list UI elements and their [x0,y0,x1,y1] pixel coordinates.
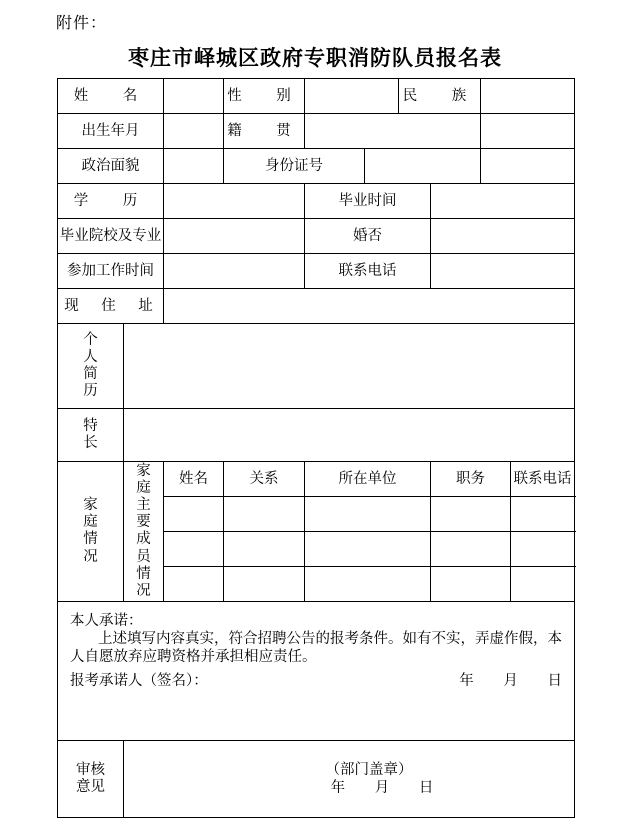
family-col-header-relation: 关系 [224,462,305,497]
review-date [164,779,574,797]
form-row-work-start [58,254,575,289]
family-cell-name[interactable] [164,497,224,532]
value-birth-date[interactable] [164,114,224,149]
family-header-row [58,462,575,497]
value-graduation-time[interactable] [431,184,575,219]
promise-body: 上述填写内容真实，符合招聘公告的报考条件。如有不实，弄虚作假，本人自愿放弃应聘资格并承担相应责任。 [70,631,562,666]
photo-cell-2[interactable] [481,149,575,184]
value-work-start-time[interactable] [164,254,305,289]
label-native-place: 籍 贯 [224,114,305,149]
value-school-major[interactable] [164,219,305,254]
value-native-place[interactable] [305,114,481,149]
label-gender: 性 别 [224,79,305,114]
family-cell-unit[interactable] [305,497,431,532]
promise-signature-label: 报考承诺人（签名）： [70,673,208,690]
value-education[interactable] [164,184,305,219]
promise-date-year: 年 [459,673,474,690]
label-work-start-time: 参加工作时间 [58,254,164,289]
promise-date-month: 月 [503,673,518,690]
value-phone[interactable] [431,254,575,289]
promise-signature-row [70,672,562,690]
label-family-situation: 家庭情况 [58,462,124,602]
application-form-table [57,78,575,818]
form-row-resume [58,324,575,409]
form-row-promise [58,602,575,741]
form-row-education [58,184,575,219]
family-cell-unit[interactable] [305,567,431,602]
form-row-name [58,79,575,114]
family-cell-name[interactable] [164,532,224,567]
label-political-status: 政治面貌 [58,149,164,184]
label-education: 学 历 [58,184,164,219]
attachment-label: 附件： [56,15,108,32]
label-review-opinion: 审核意见 [58,741,124,818]
family-cell-relation[interactable] [224,497,305,532]
label-family-members: 家庭主要成员情况 [124,462,164,602]
family-cell-relation[interactable] [224,567,305,602]
label-resume: 个人简历 [58,324,124,409]
value-resume[interactable] [124,324,575,409]
family-col-header-name: 姓名 [164,462,224,497]
promise-heading: 本人承诺： [70,613,143,629]
value-name[interactable] [164,79,224,114]
label-id-number: 身份证号 [224,149,365,184]
review-date-day: 日 [418,780,434,796]
form-row-specialty [58,409,575,462]
form-row-school [58,219,575,254]
label-specialty: 特长 [58,409,124,462]
promise-block [58,602,575,741]
promise-date [433,672,562,690]
form-row-birth [58,114,575,149]
family-cell-name[interactable] [164,567,224,602]
form-row-political [58,149,575,184]
family-cell-phone[interactable] [511,567,575,602]
value-political-status[interactable] [164,149,224,184]
label-graduation-time: 毕业时间 [305,184,431,219]
value-address[interactable] [164,289,575,324]
label-birth-date: 出生年月 [58,114,164,149]
family-cell-phone[interactable] [511,532,575,567]
family-cell-phone[interactable] [511,497,575,532]
form-row-address [58,289,575,324]
label-ethnicity: 民 族 [399,79,481,114]
family-cell-position[interactable] [431,532,511,567]
value-marital-status[interactable] [431,219,575,254]
page-title: 枣庄市峄城区政府专职消防队员报名表 [128,46,502,70]
review-date-month: 月 [374,780,390,796]
family-col-header-phone: 联系电话 [511,462,575,497]
value-gender[interactable] [305,79,399,114]
value-id-number[interactable] [365,149,481,184]
family-col-header-unit: 所在单位 [305,462,431,497]
label-phone: 联系电话 [305,254,431,289]
review-seal-text: （部门盖章） [325,761,413,778]
family-cell-position[interactable] [431,567,511,602]
family-cell-unit[interactable] [305,532,431,567]
value-specialty[interactable] [124,409,575,462]
review-opinion-area[interactable] [124,741,575,818]
review-date-year: 年 [330,780,346,796]
label-school-major: 毕业院校及专业 [58,219,164,254]
label-address: 现 住 址 [58,289,164,324]
form-row-review [58,741,575,818]
family-col-header-position: 职务 [431,462,511,497]
label-name: 姓 名 [58,79,164,114]
label-marital-status: 婚否 [305,219,431,254]
family-cell-position[interactable] [431,497,511,532]
promise-date-day: 日 [547,673,562,690]
family-cell-relation[interactable] [224,532,305,567]
value-ethnicity[interactable] [481,79,575,114]
photo-cell[interactable] [481,114,575,149]
